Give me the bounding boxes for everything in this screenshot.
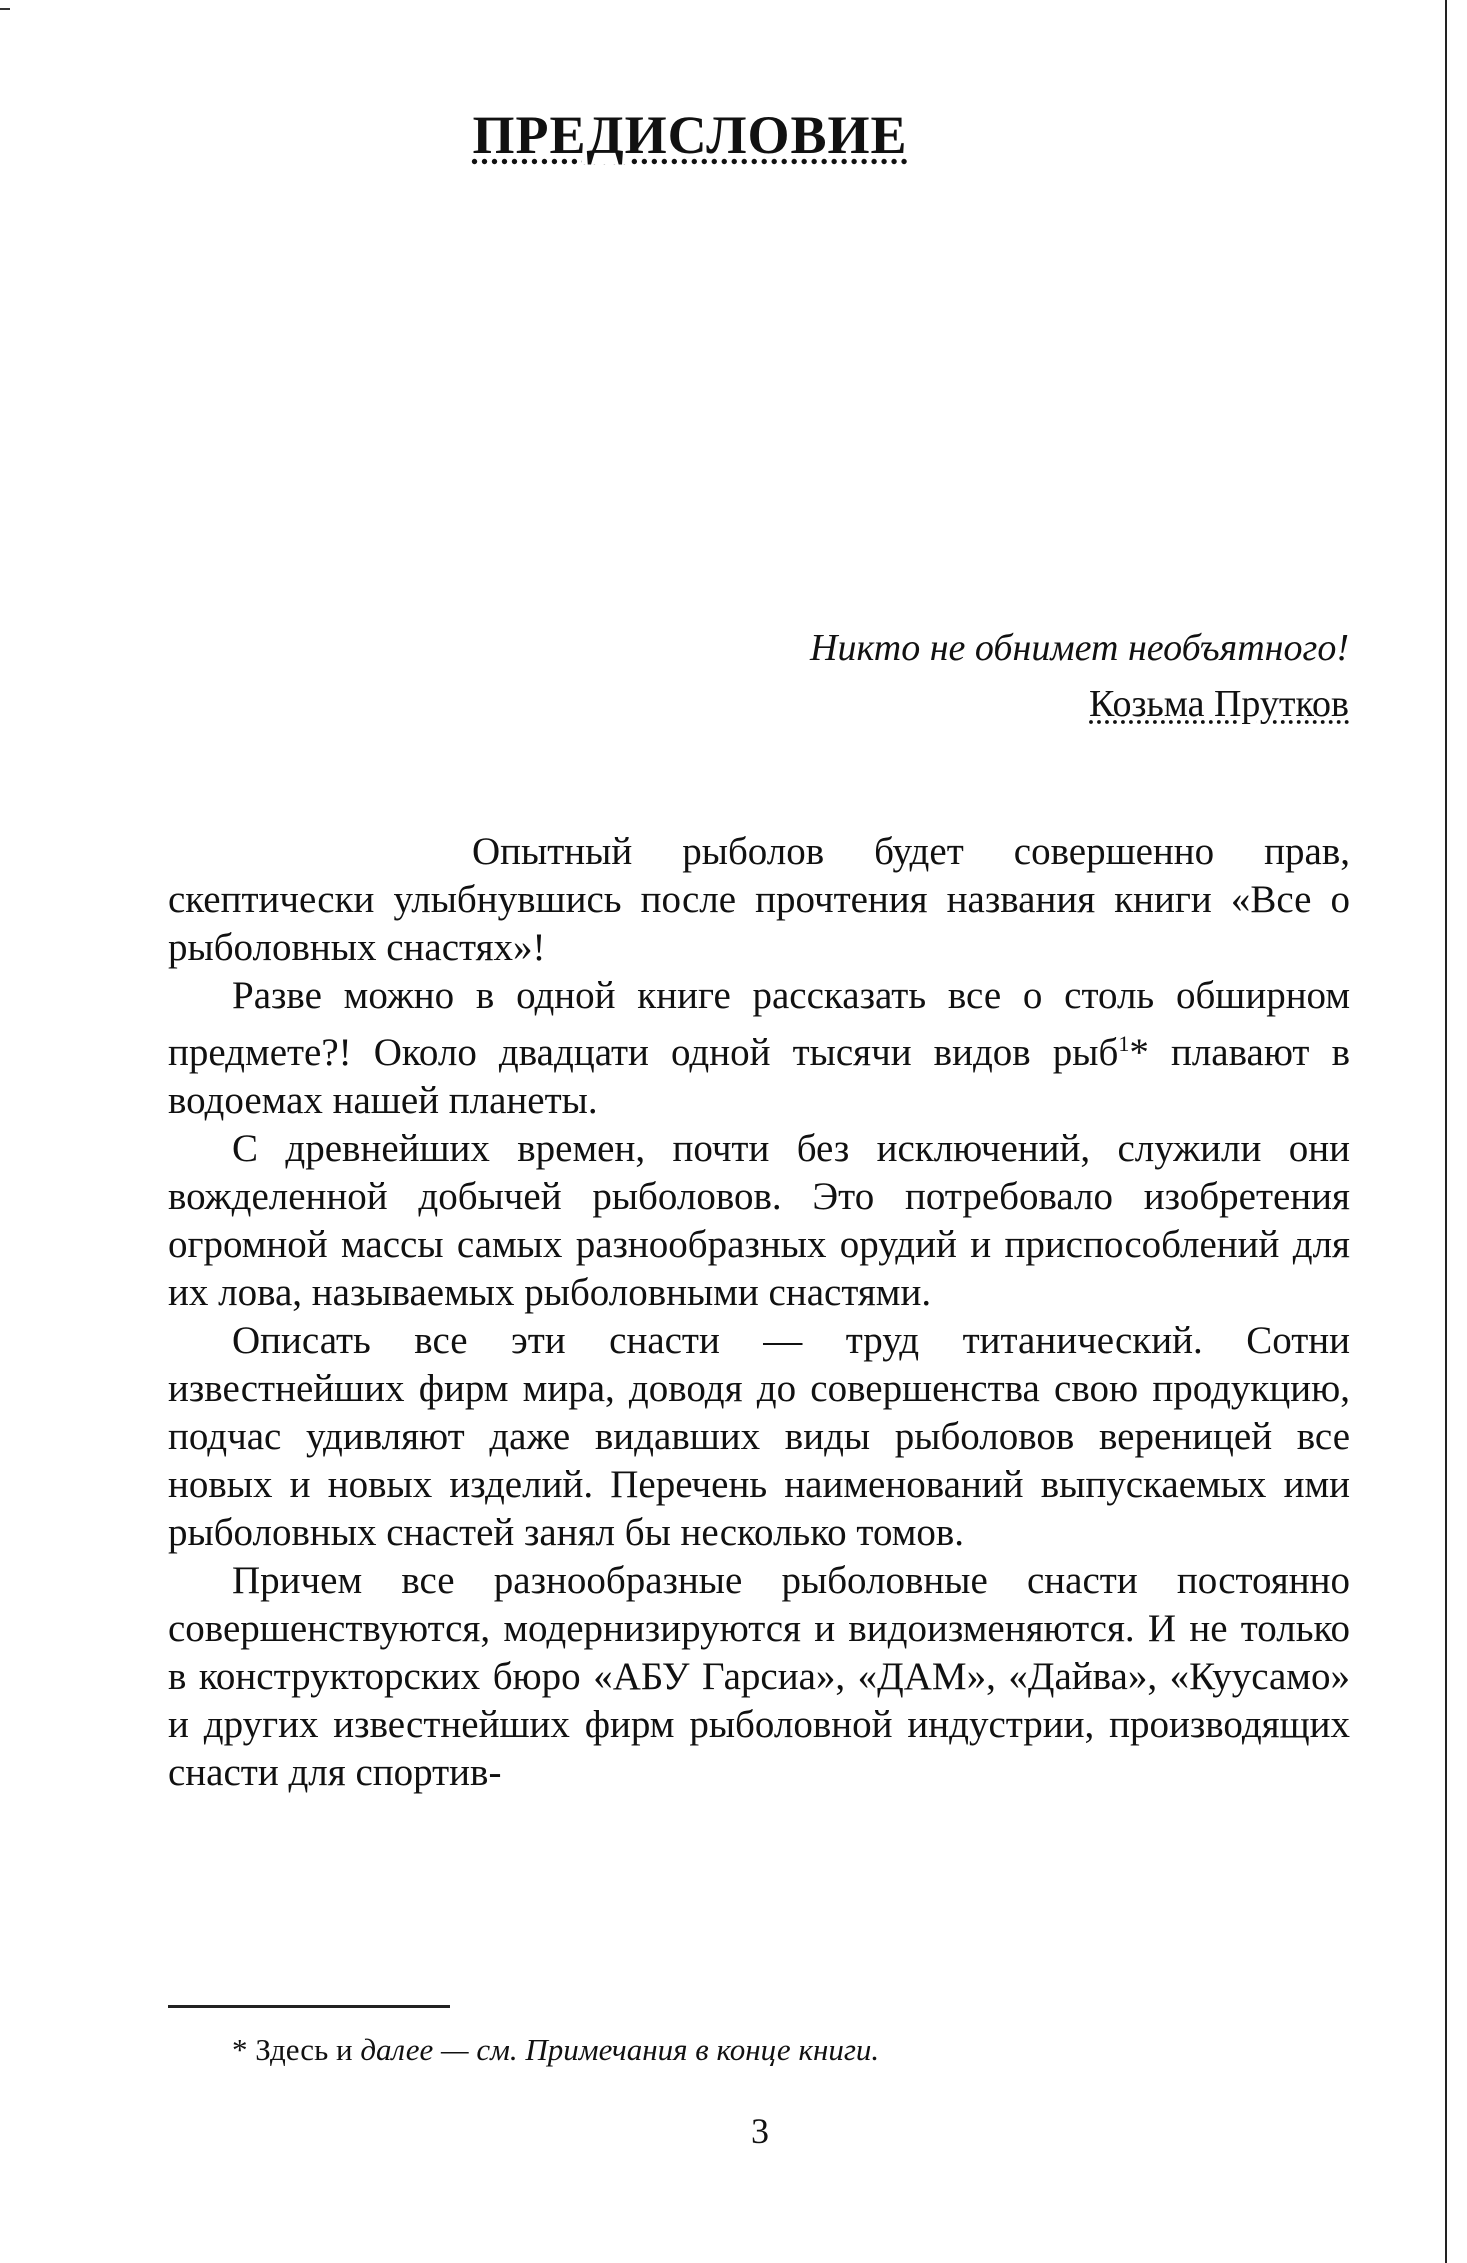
paragraph-1: Опытный рыболов будет совершенно прав, скептически улыбнувшись после прочтения названия книги «Все о рыболовных снастях»! — [168, 830, 1350, 969]
paragraph-3: С древнейших времен, почти без исключений, служили они вожделенной добычей рыболовов. Это потребовало изобретения огромной массы самых разнообразных орудий и приспособлений для их лова, называемых рыболовными снастями. — [168, 1127, 1350, 1314]
footnote-ref: 1 — [1118, 1031, 1130, 1056]
epigraph-author: Козьма Прутков — [1089, 683, 1349, 725]
footnote — [232, 2030, 1332, 2070]
paragraph-2-text: Разве можно в одной книге рассказать все о столь обширном предмете?! Около двадцати одной тысячи видов рыб — [168, 974, 1350, 1074]
footnote-italic: далее — см. Примечания в конце книги. — [360, 2032, 880, 2067]
page-title: ПРЕДИСЛОВИЕ — [472, 105, 908, 165]
paragraph-2 — [168, 972, 1350, 1125]
page-number: 3 — [751, 2111, 769, 2151]
epigraph-quote: Никто не обнимет необъятного! — [810, 627, 1349, 669]
page-edge-line — [1445, 0, 1447, 2263]
paragraph-5: Причем все разнообразные рыболовные снасти постоянно совершенствуются, модернизируются и видоизменяются. И не только в конструкторских бюро «АБУ Гарсиа», «ДАМ», «Дайва», «Куусамо» и других известнейших фирм рыболовной индустрии, производящих снасти для спортив- — [168, 1559, 1350, 1794]
paragraph-4: Описать все эти снасти — труд титанический. Сотни известнейших фирм мира, доводя до совершенства свою продукцию, подчас удивляют даже видавших виды рыболовов вереницей все новых и новых изделий. Перечень наименований выпускаемых ими рыболовных снастей занял бы несколько томов. — [168, 1319, 1350, 1554]
scan-mark — [0, 8, 10, 10]
footnote-divider — [168, 2005, 450, 2008]
body-text — [168, 828, 1350, 1797]
epigraph — [649, 620, 1349, 732]
footnote-lead: * Здесь и — [232, 2032, 361, 2067]
paragraph-2-tail: * плавают в водоемах нашей планеты. — [168, 1031, 1350, 1122]
